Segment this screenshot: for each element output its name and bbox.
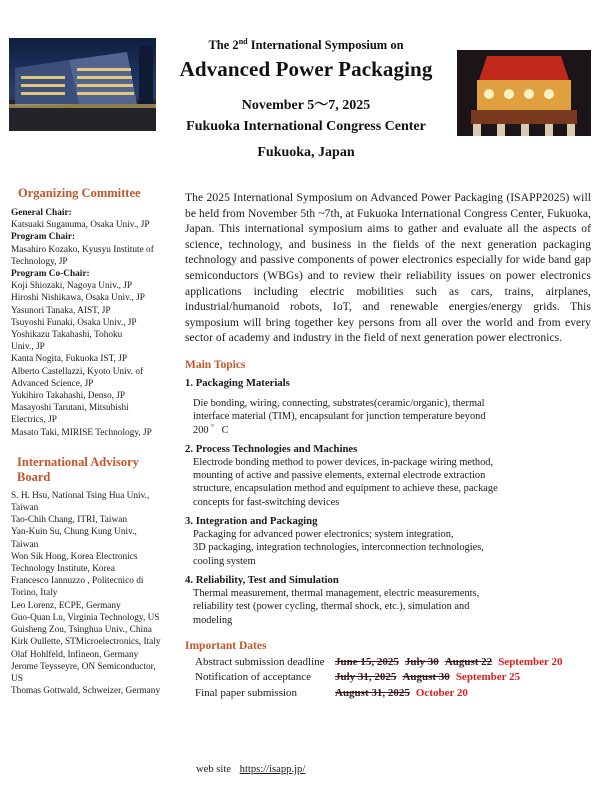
committee-member: Yoshikazu Takahashi, Tohoku: [11, 330, 123, 341]
current-date: September 25: [455, 671, 521, 684]
topic-description: Packaging for advanced power electronics; system integration, 3D packaging, integration technologies, interconnection technologies, cooling system: [193, 529, 484, 567]
topic-title: 1. Packaging Materials: [185, 376, 290, 389]
general-chair-label: General Chair:: [11, 208, 72, 218]
organizing-committee-heading: Organizing Committee: [18, 186, 141, 200]
advisory-member: Francesco Iannuzzo , Politecnico di: [11, 576, 144, 587]
committee-member: Katsuaki Suganuma, Osaka Univ., JP: [11, 220, 150, 231]
advisory-member: Leo Lorenz, ECPE, Germany: [11, 600, 121, 611]
date-row-notification: [185, 670, 591, 686]
date-row-final-paper: [185, 686, 591, 702]
committee-member: Yukihiro Takahashi, Denso, JP: [11, 391, 126, 402]
committee-member: Masahiro Kozako, Kyusyu Institute of: [11, 244, 154, 255]
topic-title: 4. Reliability, Test and Simulation: [185, 573, 339, 586]
committee-member: Advanced Science, JP: [11, 378, 94, 389]
advisory-member: Taiwan: [11, 503, 39, 514]
website-label: web site: [196, 764, 232, 775]
website-line: [196, 764, 305, 775]
old-date: August 30: [402, 671, 450, 684]
intro-paragraph: The 2025 International Symposium on Advanced Power Packaging (ISAPP2025) will be held from November 5th ~7th, at Fukuoka International Congress Center, Fukuoka, Japan. This international symposium aims to gather and evaluate all the aspects of science, technology, and business in the fields of the next generation packaging technology and passive components of power electronics especially for wide band gap semiconductors (WBGs) and to review their reliability issues on power electronics applications including electric mobilities such as cars, trains, airplanes, industrial/humanoid robots, IoT, and renewable energies/energy grids. This symposium will bring together key persons from all over the world and from every sector of academy and industry in the field of next generation power electronics.: [185, 191, 591, 345]
main-topics-heading: Main Topics: [185, 358, 246, 371]
old-date: June 15, 2025: [335, 655, 399, 668]
committee-member: Masato Taki, MIRISE Technology, JP: [11, 427, 152, 438]
advisory-member: Olaf Hohlfeld, Infineon, Germany: [11, 649, 139, 660]
important-dates-heading: Important Dates: [185, 639, 267, 652]
festival-float-photo: [457, 50, 591, 136]
committee-member: Koji Shiozaki, Nagoya Univ., JP: [11, 281, 133, 292]
committee-member: Masayoshi Tarutani, Mitsubishi: [11, 403, 129, 414]
committee-column: [11, 186, 181, 697]
advisory-member: Tao-Chih Chang, ITRI, Taiwan: [11, 515, 128, 526]
advisory-member: Yan-Kuin Su, Chung Kung Univ.,: [11, 527, 137, 538]
advisory-member: Guo-Quan Lu, Virginia Technology, US: [11, 612, 160, 623]
old-date: July 31, 2025: [335, 671, 397, 684]
symposium-venue: Fukuoka International Congress Center: [186, 119, 426, 134]
symposium-city: Fukuoka, Japan: [257, 145, 355, 160]
topic-title: 2. Process Technologies and Machines: [185, 442, 358, 455]
current-date: September 20: [498, 655, 563, 668]
advisory-member: Technology Institute, Korea: [11, 564, 115, 575]
committee-member: Hiroshi Nishikawa, Osaka Univ., JP: [11, 293, 145, 304]
topic-description: Thermal measurement, thermal management, electric measurements, reliability test (power cycling, thermal shock, etc.), simulation and modeling: [193, 587, 480, 626]
topic-description: Die bonding, wiring, connecting, substrates(ceramic/organic), thermal interface material (TIM), encapsulant for junction temperature beyond 200 ゜C: [193, 397, 486, 436]
program-chair-label: Program Chair:: [11, 232, 76, 243]
committee-member: Yasunori Tanaka, AIST, JP: [11, 305, 111, 316]
committee-member: Univ., JP: [11, 342, 45, 353]
advisory-member: Taiwan: [11, 539, 39, 550]
topic-title: 3. Integration and Packaging: [185, 515, 318, 528]
important-dates-table: [185, 655, 591, 702]
advisory-member: Jerome Teysseyre, ON Semiconductor,: [11, 661, 156, 672]
committee-member: Electrics, JP: [11, 415, 57, 426]
date-label: Abstract submission deadline: [195, 655, 325, 668]
date-row-abstract: [185, 655, 591, 671]
advisory-member: S. H. Hsu, National Tsing Hua Univ.,: [11, 490, 150, 501]
symposium-edition: The 2nd International Symposium on: [208, 36, 404, 52]
old-date: August 22: [444, 655, 493, 668]
symposium-dates: November 5〜7, 2025: [241, 98, 371, 113]
committee-member: Kanta Nogita, Fukuoka IST, JP: [11, 354, 128, 365]
committee-member: Alberto Castellazzi, Kyoto Univ. of: [11, 366, 144, 377]
current-date: October 20: [415, 686, 468, 699]
advisory-member: Won Sik Hong, Korea Electronics: [11, 551, 138, 562]
website-link[interactable]: https://isapp.jp/: [239, 764, 306, 775]
advisory-member: Guisheng Zou, Tsinghua Univ., China: [11, 625, 152, 636]
program-cochair-label: Program Co-Chair:: [11, 269, 90, 280]
committee-member: Tsuyoshi Funaki, Osaka Univ., JP: [11, 317, 137, 328]
advisory-member: Kirk Oullette, STMicroelectronics, Italy: [11, 637, 161, 648]
committee-member: Technology, JP: [11, 256, 68, 267]
date-label: Notification of acceptance: [195, 671, 312, 684]
topic-description: Electrode bonding method to power devices, in-package wiring method, mounting of active and passive elements, external electrode extraction structure, encapsulation method and equipment to achieve these, package concepts for fast-switching devices: [193, 456, 498, 508]
congress-center-photo: [9, 38, 156, 131]
advisory-member: Torino, Italy: [11, 588, 58, 599]
old-date: August 31, 2025: [335, 686, 410, 699]
advisory-member: Thomas Gottwald, Schweizer, Germany: [11, 686, 161, 697]
date-label: Final paper submission: [195, 686, 298, 699]
symposium-title: Advanced Power Packaging: [179, 57, 433, 81]
old-date: July 30: [404, 655, 439, 668]
advisory-board-heading: International Advisory Board: [17, 454, 139, 484]
advisory-member: US: [11, 673, 23, 684]
main-column: [185, 190, 591, 701]
